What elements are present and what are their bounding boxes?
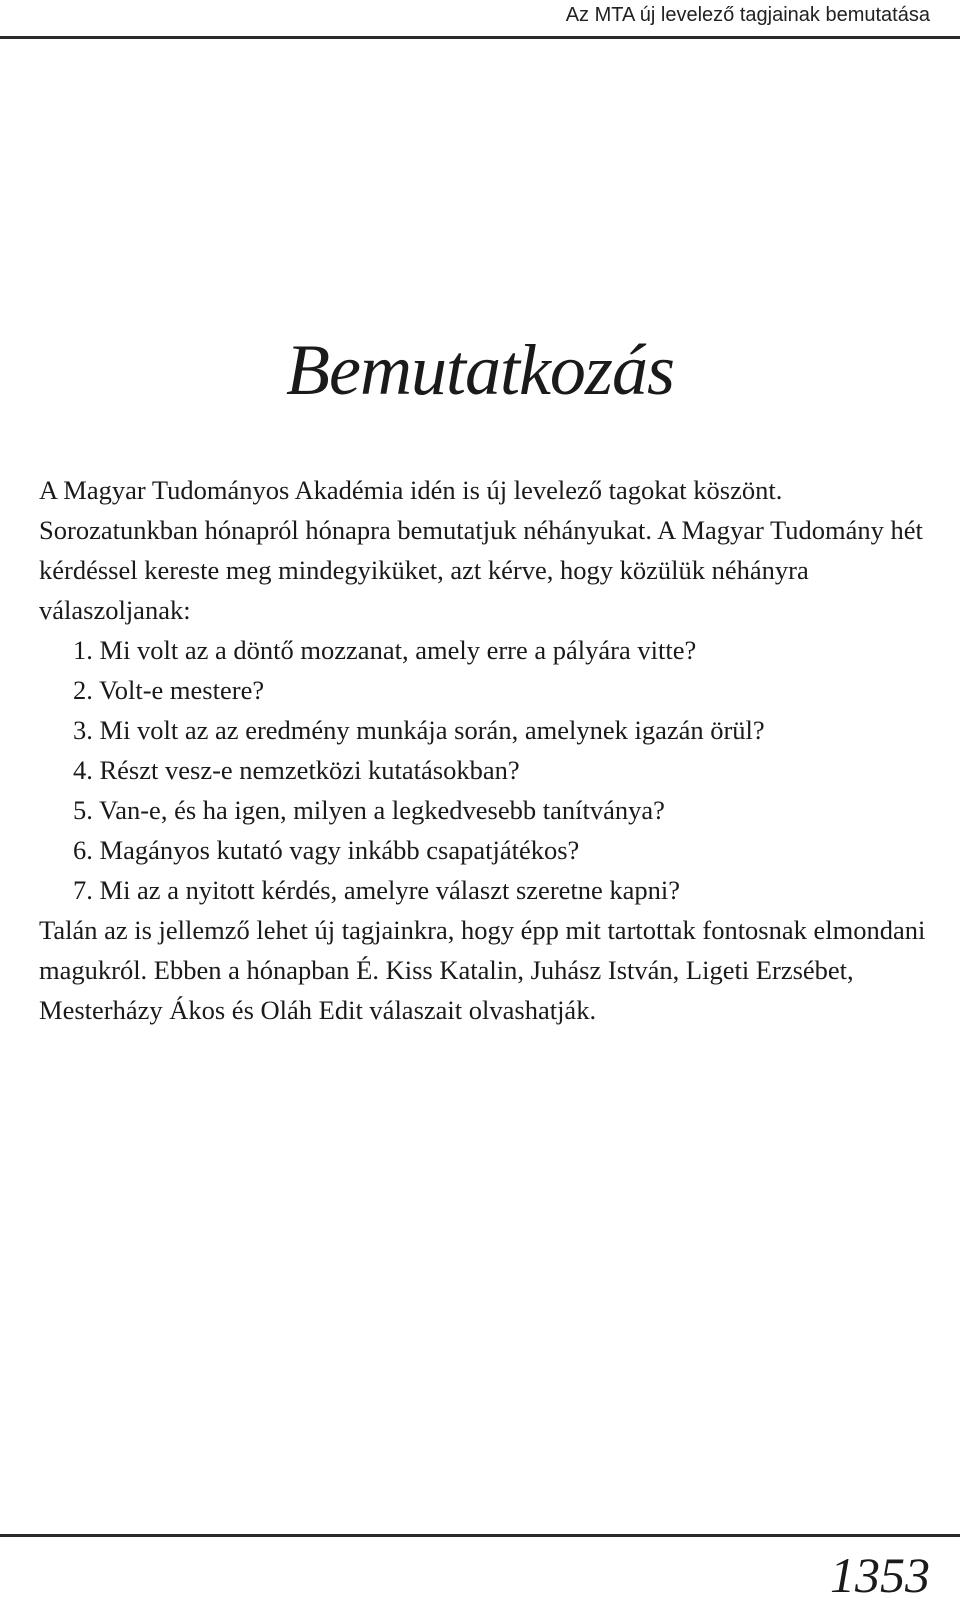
closing-paragraph: Talán az is jellemző lehet új tagjainkra, hogy épp mit tartottak fontosnak elmondani magukról. Ebben a hónapban É. Kiss Katalin, Juhász István, Ligeti Erzsébet, Mesterházy Ákos és Oláh Edit válaszait olvashatják. — [39, 915, 926, 1025]
footer-rule — [0, 1534, 960, 1537]
list-item: 5. Van-e, és ha igen, milyen a legkedvesebb tanítványa? — [73, 795, 665, 825]
list-item: 7. Mi az a nyitott kérdés, amelyre választ szeretne kapni? — [73, 875, 681, 905]
page-title: Bemutatkozás — [286, 330, 674, 410]
header-rule — [0, 36, 960, 39]
page-number: 1353 — [830, 1547, 930, 1603]
question-list — [39, 630, 939, 910]
list-item: 4. Részt vesz-e nemzetközi kutatásokban? — [73, 755, 520, 785]
list-item: 3. Mi volt az az eredmény munkája során, amelynek igazán örül? — [73, 715, 765, 745]
list-item: 2. Volt-e mestere? — [73, 675, 265, 705]
intro-paragraph: A Magyar Tudományos Akadémia idén is új levelező tagokat köszönt. Sorozatunkban hónapról hónapra bemutatjuk néhányukat. A Magyar Tudomány hét kérdéssel kereste meg mindegyiküket, azt kérve, hogy közülük néhányra válaszoljanak: — [39, 475, 923, 625]
article-body — [39, 470, 939, 1030]
running-head: Az MTA új levelező tagjainak bemutatása — [565, 4, 930, 26]
list-item: 6. Magányos kutató vagy inkább csapatjátékos? — [73, 835, 580, 865]
list-item: 1. Mi volt az a döntő mozzanat, amely erre a pályára vitte? — [73, 635, 697, 665]
